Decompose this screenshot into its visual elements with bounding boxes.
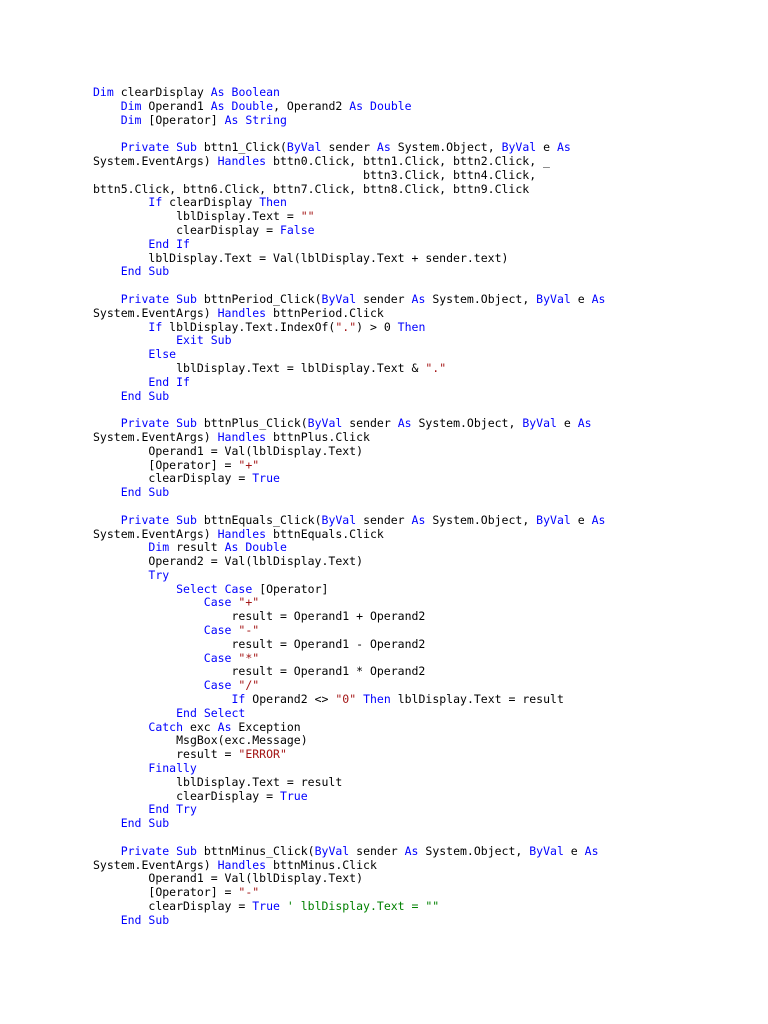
code-keyword: True bbox=[252, 471, 280, 486]
code-keyword: As bbox=[210, 85, 225, 99]
code-keyword: Private bbox=[120, 291, 170, 306]
code-line bbox=[93, 445, 605, 459]
code-keyword: End bbox=[120, 388, 142, 403]
code-keyword: Case bbox=[224, 581, 253, 596]
code-line bbox=[93, 886, 605, 900]
code-text: e bbox=[563, 843, 585, 858]
code-keyword: End bbox=[120, 912, 142, 927]
code-text: bttn5.Click, bttn6.Click, bttn7.Click, bttn8.Click, bttn9.Click bbox=[93, 181, 530, 196]
code-text: result = Operand1 - Operand2 bbox=[231, 636, 426, 651]
code-keyword: If bbox=[148, 319, 163, 334]
code-text bbox=[225, 85, 232, 99]
code-text: Operand1 = Val(lblDisplay.Text) bbox=[148, 443, 364, 458]
code-text: lblDisplay.Text = result bbox=[390, 692, 564, 707]
code-text: bttn3.Click, bttn4.Click, bbox=[363, 167, 537, 182]
code-text: lblDisplay.Text.IndexOf( bbox=[162, 319, 336, 334]
code-line bbox=[93, 224, 605, 238]
code-line bbox=[93, 472, 605, 486]
code-line bbox=[93, 541, 605, 555]
code-keyword: Sub bbox=[176, 291, 197, 306]
code-line bbox=[93, 238, 605, 252]
code-keyword: Sub bbox=[176, 140, 197, 155]
code-text: System.EventArgs) bbox=[93, 429, 218, 444]
code-text: result = Operand1 + Operand2 bbox=[231, 609, 426, 624]
code-keyword: Sub bbox=[176, 416, 197, 431]
code-text: Operand2 <> bbox=[245, 692, 336, 707]
code-keyword: ByVal bbox=[307, 416, 343, 431]
code-text: e bbox=[570, 512, 592, 527]
code-keyword: Then bbox=[397, 319, 426, 334]
code-text: [Operator] bbox=[252, 581, 329, 596]
code-text: bttnMinus.Click bbox=[266, 857, 377, 872]
code-text bbox=[197, 706, 204, 720]
code-keyword: Then bbox=[259, 195, 287, 210]
code-string: "0" bbox=[335, 692, 357, 707]
code-keyword: Sub bbox=[176, 843, 197, 858]
code-keyword: Handles bbox=[217, 153, 267, 168]
code-string: "ERROR" bbox=[238, 747, 287, 762]
code-keyword: As bbox=[349, 98, 364, 113]
code-keyword: As bbox=[224, 112, 239, 127]
code-line bbox=[93, 417, 605, 431]
code-keyword: As bbox=[397, 416, 412, 431]
code-line bbox=[93, 390, 605, 404]
code-text: clearDisplay bbox=[162, 195, 260, 210]
code-line bbox=[93, 210, 605, 224]
code-line bbox=[93, 169, 605, 183]
code-text: Exception bbox=[231, 719, 301, 734]
code-line bbox=[93, 762, 605, 776]
code-keyword: As bbox=[591, 291, 606, 306]
code-keyword: As bbox=[217, 719, 232, 734]
code-text: bttn0.Click, bttn1.Click, bttn2.Click, _ bbox=[266, 153, 550, 168]
code-line bbox=[93, 776, 605, 790]
code-keyword: If bbox=[176, 236, 190, 251]
code-text: e bbox=[556, 416, 578, 431]
code-line bbox=[93, 610, 605, 624]
code-keyword: String bbox=[245, 112, 287, 127]
code-text: MsgBox(exc.Message) bbox=[176, 733, 308, 748]
code-keyword: Finally bbox=[148, 761, 197, 776]
code-line bbox=[93, 307, 605, 321]
code-keyword: ByVal bbox=[501, 140, 537, 155]
code-comment: ' lblDisplay.Text = "" bbox=[286, 899, 440, 914]
code-text bbox=[218, 582, 225, 596]
code-text: [Operator] = bbox=[148, 457, 239, 472]
code-text: Operand1 = Val(lblDisplay.Text) bbox=[148, 871, 364, 886]
code-text: Operand1 bbox=[141, 98, 211, 113]
code-line bbox=[93, 114, 605, 128]
code-text: System.EventArgs) bbox=[93, 526, 218, 541]
code-keyword: ByVal bbox=[321, 291, 357, 306]
code-text: [Operator] = bbox=[148, 885, 239, 900]
code-line bbox=[93, 252, 605, 266]
code-keyword: Private bbox=[120, 416, 170, 431]
code-text: clearDisplay = bbox=[148, 899, 253, 914]
code-line bbox=[93, 348, 605, 362]
code-line bbox=[93, 638, 605, 652]
code-text: exc bbox=[183, 719, 218, 734]
code-keyword: ByVal bbox=[321, 512, 357, 527]
code-keyword: End bbox=[148, 374, 170, 389]
code-keyword: As bbox=[584, 843, 599, 858]
code-keyword: Exit bbox=[176, 333, 204, 348]
code-line bbox=[93, 500, 605, 514]
code-text: ) > 0 bbox=[356, 319, 398, 334]
code-keyword: Double bbox=[370, 98, 412, 113]
code-text: System.Object, bbox=[411, 416, 523, 431]
code-keyword: Try bbox=[176, 802, 197, 817]
code-keyword: Catch bbox=[148, 719, 184, 734]
code-text: bttnPeriod.Click bbox=[266, 305, 384, 320]
code-keyword: As bbox=[376, 140, 391, 155]
code-keyword: End bbox=[120, 816, 142, 831]
code-text: bttnPlus.Click bbox=[266, 429, 370, 444]
code-line bbox=[93, 293, 605, 307]
code-text: , Operand2 bbox=[273, 98, 350, 113]
code-string: "-" bbox=[238, 623, 260, 638]
code-keyword: End bbox=[148, 236, 170, 251]
code-text: sender bbox=[356, 291, 412, 306]
code-text: e bbox=[536, 140, 557, 155]
code-text: System.EventArgs) bbox=[93, 857, 218, 872]
code-line bbox=[93, 431, 605, 445]
code-line bbox=[93, 721, 605, 735]
code-listing bbox=[93, 86, 605, 928]
code-line bbox=[93, 734, 605, 748]
code-keyword: As bbox=[224, 540, 239, 555]
code-line bbox=[93, 872, 605, 886]
code-text bbox=[363, 99, 370, 113]
code-line bbox=[93, 569, 605, 583]
code-line bbox=[93, 86, 605, 100]
code-keyword: Private bbox=[120, 843, 170, 858]
code-text: clearDisplay bbox=[113, 85, 211, 99]
code-text: bttnEquals_Click( bbox=[196, 512, 322, 527]
code-keyword: Sub bbox=[176, 512, 197, 527]
code-line bbox=[93, 265, 605, 279]
code-line bbox=[93, 679, 605, 693]
code-string: "+" bbox=[238, 595, 260, 610]
code-text: System.Object, bbox=[390, 140, 502, 155]
code-line bbox=[93, 127, 605, 141]
code-keyword: ByVal bbox=[314, 843, 350, 858]
code-keyword: Case bbox=[203, 650, 232, 665]
code-keyword: Case bbox=[203, 623, 232, 638]
code-keyword: ByVal bbox=[536, 291, 571, 306]
code-line bbox=[93, 183, 605, 197]
code-keyword: Dim bbox=[93, 85, 114, 99]
code-text: [Operator] bbox=[141, 112, 225, 127]
code-text: System.EventArgs) bbox=[93, 153, 218, 168]
code-string: "-" bbox=[238, 885, 260, 900]
code-line bbox=[93, 596, 605, 610]
code-keyword: ByVal bbox=[529, 843, 564, 858]
code-line bbox=[93, 665, 605, 679]
code-line bbox=[93, 279, 605, 293]
code-keyword: Else bbox=[148, 347, 177, 362]
code-line bbox=[93, 321, 605, 335]
code-keyword: Dim bbox=[148, 540, 170, 555]
code-keyword: As bbox=[556, 140, 571, 155]
code-keyword: Sub bbox=[148, 485, 170, 500]
code-keyword: As bbox=[591, 512, 606, 527]
code-text: clearDisplay = bbox=[176, 222, 280, 237]
code-keyword: Select bbox=[176, 581, 218, 596]
code-text: clearDisplay = bbox=[176, 788, 280, 803]
code-keyword: Case bbox=[203, 595, 232, 610]
code-line bbox=[93, 652, 605, 666]
code-text: sender bbox=[342, 416, 398, 431]
code-keyword: Select bbox=[203, 705, 246, 720]
code-line bbox=[93, 748, 605, 762]
code-keyword: Boolean bbox=[231, 85, 280, 99]
code-keyword: True bbox=[279, 788, 308, 803]
code-text: Operand2 = Val(lblDisplay.Text) bbox=[148, 554, 364, 569]
code-line bbox=[93, 514, 605, 528]
code-keyword: Handles bbox=[217, 429, 267, 444]
code-keyword: ByVal bbox=[536, 512, 571, 527]
code-line bbox=[93, 141, 605, 155]
code-text: lblDisplay.Text = lblDisplay.Text & bbox=[176, 360, 426, 375]
code-keyword: End bbox=[120, 485, 142, 500]
code-line bbox=[93, 803, 605, 817]
code-keyword: Dim bbox=[120, 112, 142, 127]
code-text: e bbox=[570, 291, 592, 306]
code-text: lblDisplay.Text = bbox=[176, 209, 301, 224]
code-keyword: As bbox=[577, 416, 592, 431]
code-keyword: As bbox=[411, 512, 426, 527]
code-keyword: End bbox=[148, 802, 170, 817]
code-keyword: As bbox=[210, 98, 225, 113]
code-text: bttnPlus_Click( bbox=[196, 416, 308, 431]
code-string: "" bbox=[300, 209, 315, 224]
code-line bbox=[93, 693, 605, 707]
code-text: lblDisplay.Text = result bbox=[176, 774, 343, 789]
code-keyword: Private bbox=[120, 512, 170, 527]
code-text: System.EventArgs) bbox=[93, 305, 218, 320]
code-line bbox=[93, 196, 605, 210]
code-keyword: ByVal bbox=[522, 416, 557, 431]
code-keyword: Case bbox=[203, 678, 232, 693]
code-keyword: Double bbox=[231, 98, 274, 113]
code-line bbox=[93, 831, 605, 845]
code-text: sender bbox=[349, 843, 405, 858]
code-keyword: As bbox=[404, 843, 419, 858]
code-text: bttnPeriod_Click( bbox=[196, 291, 322, 306]
code-string: "." bbox=[425, 360, 447, 375]
code-text: result = bbox=[176, 747, 239, 762]
code-keyword: Private bbox=[120, 140, 170, 155]
code-text: System.Object, bbox=[418, 843, 530, 858]
code-keyword: ByVal bbox=[286, 140, 322, 155]
code-keyword: False bbox=[279, 222, 315, 237]
code-line bbox=[93, 155, 605, 169]
code-line bbox=[93, 790, 605, 804]
code-keyword: Handles bbox=[217, 857, 267, 872]
code-text bbox=[204, 333, 211, 347]
code-line bbox=[93, 900, 605, 914]
code-line bbox=[93, 486, 605, 500]
code-keyword: End bbox=[120, 264, 142, 279]
code-line bbox=[93, 859, 605, 873]
code-string: "." bbox=[335, 319, 357, 334]
code-line bbox=[93, 100, 605, 114]
code-string: "/" bbox=[238, 678, 260, 693]
code-text: bttn1_Click( bbox=[196, 140, 287, 155]
code-line bbox=[93, 334, 605, 348]
code-keyword: Dim bbox=[120, 98, 142, 113]
code-text: lblDisplay.Text = Val(lblDisplay.Text + sender.text) bbox=[148, 250, 509, 265]
code-keyword: If bbox=[148, 195, 163, 210]
code-text: bttnEquals.Click bbox=[266, 526, 384, 541]
code-line bbox=[93, 459, 605, 473]
code-text bbox=[280, 899, 287, 913]
code-keyword: True bbox=[252, 899, 280, 914]
code-keyword: If bbox=[176, 374, 190, 389]
code-keyword: Handles bbox=[217, 305, 267, 320]
code-string: "+" bbox=[238, 457, 260, 472]
code-line bbox=[93, 914, 605, 928]
code-string: "*" bbox=[238, 650, 260, 665]
code-text: clearDisplay = bbox=[148, 471, 253, 486]
code-line bbox=[93, 845, 605, 859]
code-keyword: Sub bbox=[210, 333, 232, 348]
code-keyword: Sub bbox=[148, 816, 170, 831]
code-text: sender bbox=[356, 512, 412, 527]
code-text bbox=[225, 99, 232, 113]
code-text: bttnMinus_Click( bbox=[196, 843, 315, 858]
code-keyword: Handles bbox=[217, 526, 267, 541]
code-text: result bbox=[169, 540, 225, 555]
code-keyword: Sub bbox=[148, 388, 170, 403]
code-line bbox=[93, 362, 605, 376]
code-line bbox=[93, 707, 605, 721]
code-keyword: Double bbox=[245, 540, 287, 555]
code-keyword: Sub bbox=[148, 912, 170, 927]
code-line bbox=[93, 555, 605, 569]
code-text: System.Object, bbox=[425, 291, 537, 306]
code-line bbox=[93, 817, 605, 831]
code-line bbox=[93, 624, 605, 638]
code-line bbox=[93, 583, 605, 597]
code-keyword: If bbox=[231, 692, 246, 707]
code-keyword: End bbox=[176, 705, 197, 720]
code-text: System.Object, bbox=[425, 512, 537, 527]
code-keyword: Sub bbox=[148, 264, 170, 279]
code-line bbox=[93, 403, 605, 417]
code-text: sender bbox=[321, 140, 377, 155]
code-keyword: Try bbox=[148, 567, 170, 582]
code-text: result = Operand1 * Operand2 bbox=[231, 664, 426, 679]
code-keyword: Then bbox=[363, 692, 391, 707]
code-keyword: As bbox=[411, 291, 426, 306]
code-line bbox=[93, 528, 605, 542]
code-line bbox=[93, 376, 605, 390]
